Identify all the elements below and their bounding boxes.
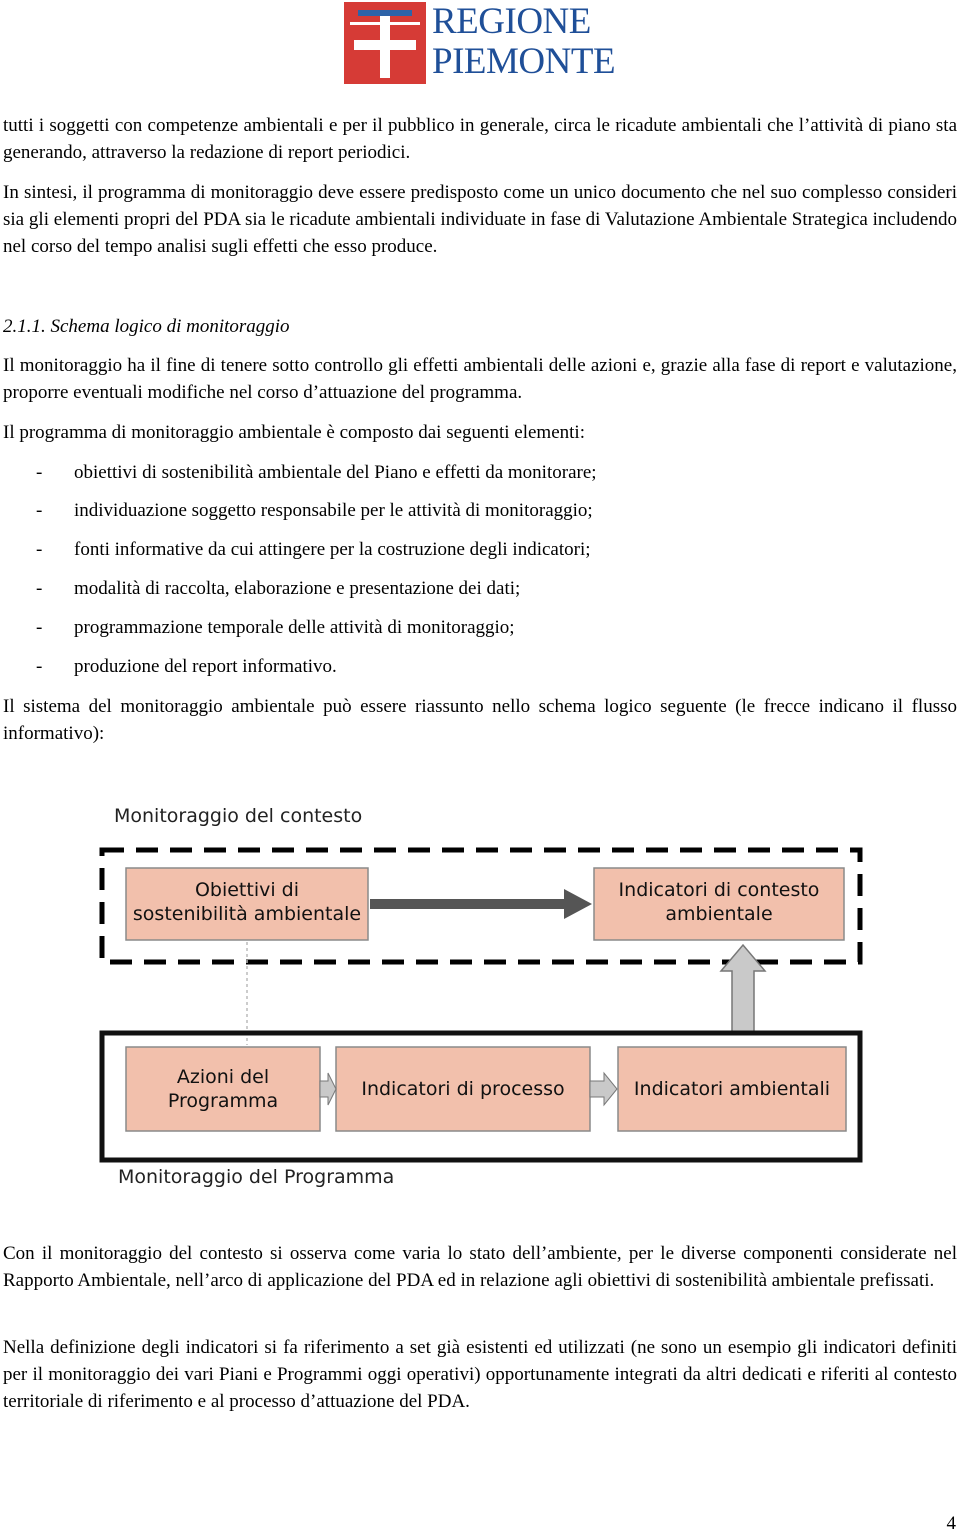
paragraph-6: Con il monitoraggio del contesto si osserva come varia lo stato dell’ambiente, per le diverse componenti considerate nel Rapporto Ambientale, nell’arco di applicazione del PDA ed in relazione agli obiettivi di sostenibilità ambientale prefissati. [3, 1243, 957, 1291]
logo-line-2: PIEMONTE [432, 41, 616, 82]
logo-line-1: REGIONE [432, 1, 591, 42]
box-azioni-line-2: Programma [167, 1090, 279, 1112]
piemonte-emblem-icon [344, 2, 426, 84]
box-indicatori-contesto-line-1: Indicatori di contesto [618, 879, 820, 901]
paragraph-5: Il sistema del monitoraggio ambientale può essere riassunto nello schema logico seguente (le frecce indicano il flusso informativo): [3, 696, 957, 744]
arrow-azioni-to-processo [320, 1073, 336, 1105]
context-label: Monitoraggio del contesto [114, 805, 363, 827]
page-number: 4 [946, 1513, 956, 1534]
list-item: - programmazione temporale delle attività di monitoraggio; [36, 617, 515, 638]
list-item: - obiettivi di sostenibilità ambientale del Piano e effetti da monitorare; [36, 462, 597, 483]
program-label: Monitoraggio del Programma [118, 1166, 395, 1188]
monitoring-diagram [90, 793, 870, 1193]
box-indicatori-ambientali-line: Indicatori ambientali [633, 1078, 831, 1100]
box-azioni-line-1: Azioni del [176, 1066, 270, 1088]
list-item: - individuazione soggetto responsabile per le attività di monitoraggio; [36, 500, 593, 521]
box-indicatori-contesto-line-2: ambientale [665, 903, 773, 925]
box-obiettivi-line-2: sostenibilità ambientale [132, 903, 362, 925]
paragraph-4: Il programma di monitoraggio ambientale è composto dai seguenti elementi: [3, 422, 585, 443]
box-azioni [126, 1047, 320, 1131]
arrow-up [721, 945, 765, 1033]
logo-text [432, 2, 615, 82]
box-obiettivi-line-1: Obiettivi di [194, 879, 300, 901]
paragraph-3: Il monitoraggio ha il fine di tenere sotto controllo gli effetti ambientali delle azioni e, grazie alla fase di report e valutazione, proporre eventuali modifiche nel corso d’attuazione del programma. [3, 355, 957, 403]
paragraph-2: In sintesi, il programma di monitoraggio deve essere predisposto come un unico documento che nel suo complesso consideri sia gli elementi propri del PDA sia le ricadute ambientali individuate in fase di Valutazione Ambientale Strategica includendo nel corso del tempo analisi sugli effetti che esso produce. [3, 182, 957, 257]
paragraph-1: tutti i soggetti con competenze ambientali e per il pubblico in generale, circa le ricadute ambientali che l’attività di piano sta generando, attraverso la redazione di report periodici. [3, 115, 957, 163]
list-item: - modalità di raccolta, elaborazione e presentazione dei dati; [36, 578, 521, 599]
list-item: - fonti informative da cui attingere per la costruzione degli indicatori; [36, 539, 591, 560]
paragraph-7: Nella definizione degli indicatori si fa riferimento a set già esistenti ed utilizzati (ne sono un esempio gli indicatori definiti per il monitoraggio dei vari Piani e Programmi oggi operativi) opportunamente integrati da altri dedicati e riferiti al contesto territoriale di riferimento e al processo d’attuazione del PDA. [3, 1337, 957, 1412]
regione-piemonte-logo [344, 2, 616, 84]
list-item: - produzione del report informativo. [36, 656, 337, 677]
box-indicatori-processo-line: Indicatori di processo [361, 1078, 565, 1100]
arrow-processo-to-ambientali [590, 1073, 617, 1105]
section-heading: 2.1.1. Schema logico di monitoraggio [3, 316, 290, 337]
